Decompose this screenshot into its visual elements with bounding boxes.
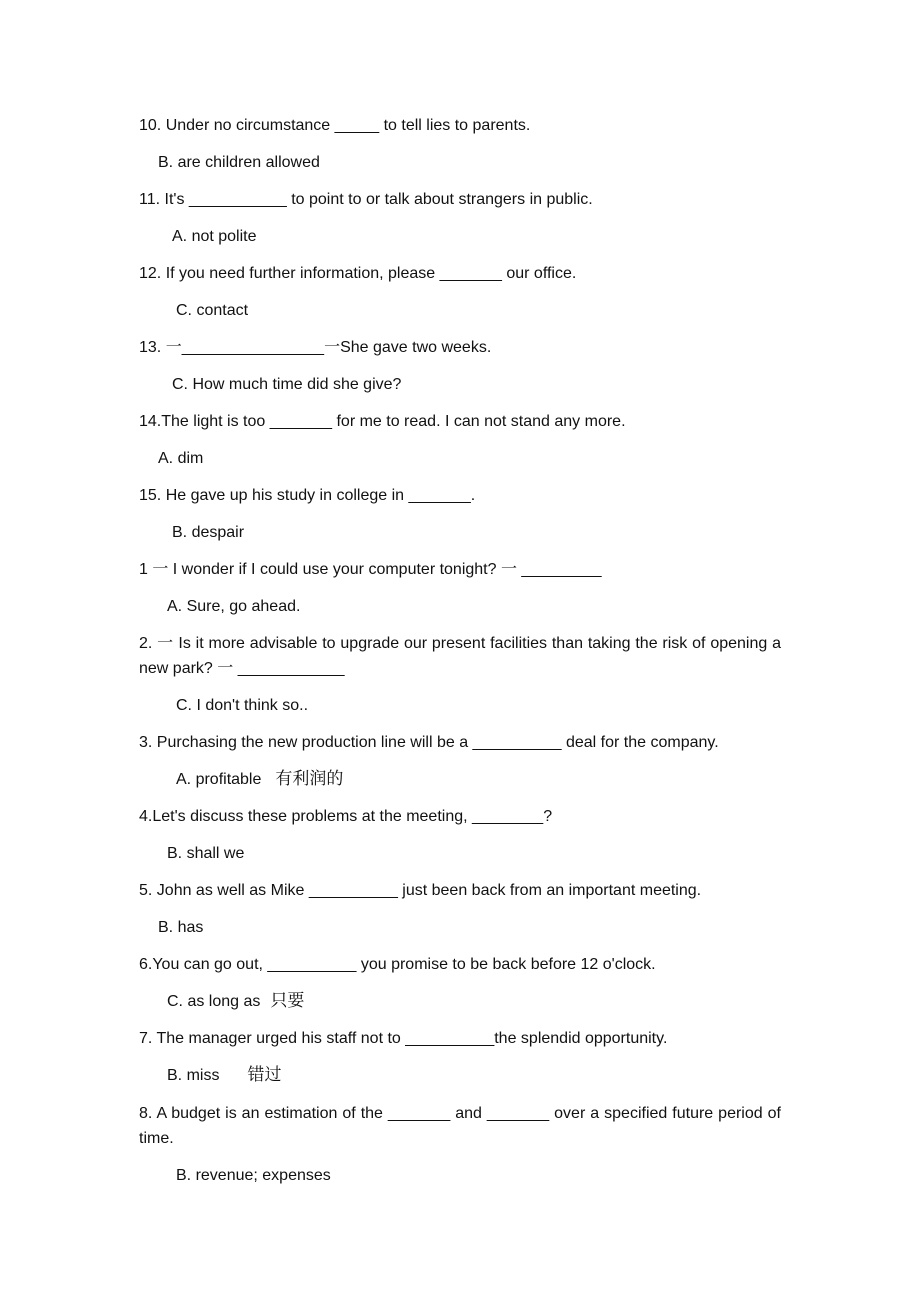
answer-1: A. Sure, go ahead.	[167, 598, 301, 615]
answer-14: A. dim	[158, 450, 204, 467]
question-15: 15. He gave up his study in college in _______.	[139, 487, 476, 504]
question-7: 7. The manager urged his staff not to __________the splendid opportunity.	[139, 1030, 668, 1047]
question-13: 13. 一________________一She gave two weeks.	[139, 339, 492, 356]
question-1: 1 一 I wonder if I could use your computer tonight? 一 _________	[139, 561, 602, 578]
answer-5: B. has	[158, 919, 204, 936]
answer-10: B. are children allowed	[158, 154, 320, 171]
question-14: 14.The light is too _______ for me to read. I can not stand any more.	[139, 413, 626, 430]
question-6: 6.You can go out, __________ you promise to be back before 12 o'clock.	[139, 956, 656, 973]
question-4: 4.Let's discuss these problems at the meeting, ________?	[139, 808, 553, 825]
answer-12: C. contact	[176, 302, 249, 319]
question-12: 12. If you need further information, please _______ our office.	[139, 265, 577, 282]
answer-6: C. as long as	[167, 993, 261, 1010]
answer-3: A. profitable	[176, 771, 262, 788]
answer-7: B. miss	[167, 1067, 220, 1084]
answer-8: B. revenue; expenses	[176, 1167, 331, 1184]
answer-4: B. shall we	[167, 845, 245, 862]
answer-6-row	[167, 989, 781, 1014]
answer-7-row	[167, 1063, 781, 1088]
answer-13: C. How much time did she give?	[172, 376, 402, 393]
answer-3-row	[176, 767, 781, 792]
answer-11: A. not polite	[172, 228, 257, 245]
answer-15: B. despair	[172, 524, 245, 541]
question-8: 8. A budget is an estimation of the _______ and _______ over a specified future period of time.	[139, 1105, 781, 1147]
answer-6-note: 只要	[270, 991, 305, 1011]
question-10: 10. Under no circumstance _____ to tell lies to parents.	[139, 117, 531, 134]
question-3: 3. Purchasing the new production line will be a __________ deal for the company.	[139, 734, 719, 751]
answer-7-note: 错过	[247, 1065, 282, 1085]
question-2: 2. 一 Is it more advisable to upgrade our present facilities than taking the risk of opening a new park? 一 ____________	[139, 635, 781, 677]
answer-3-note: 有利润的	[275, 769, 344, 789]
question-5: 5. John as well as Mike __________ just been back from an important meeting.	[139, 882, 702, 899]
answer-2: C. I don't think so..	[176, 697, 309, 714]
question-11: 11. It's ___________ to point to or talk about strangers in public.	[139, 191, 593, 208]
